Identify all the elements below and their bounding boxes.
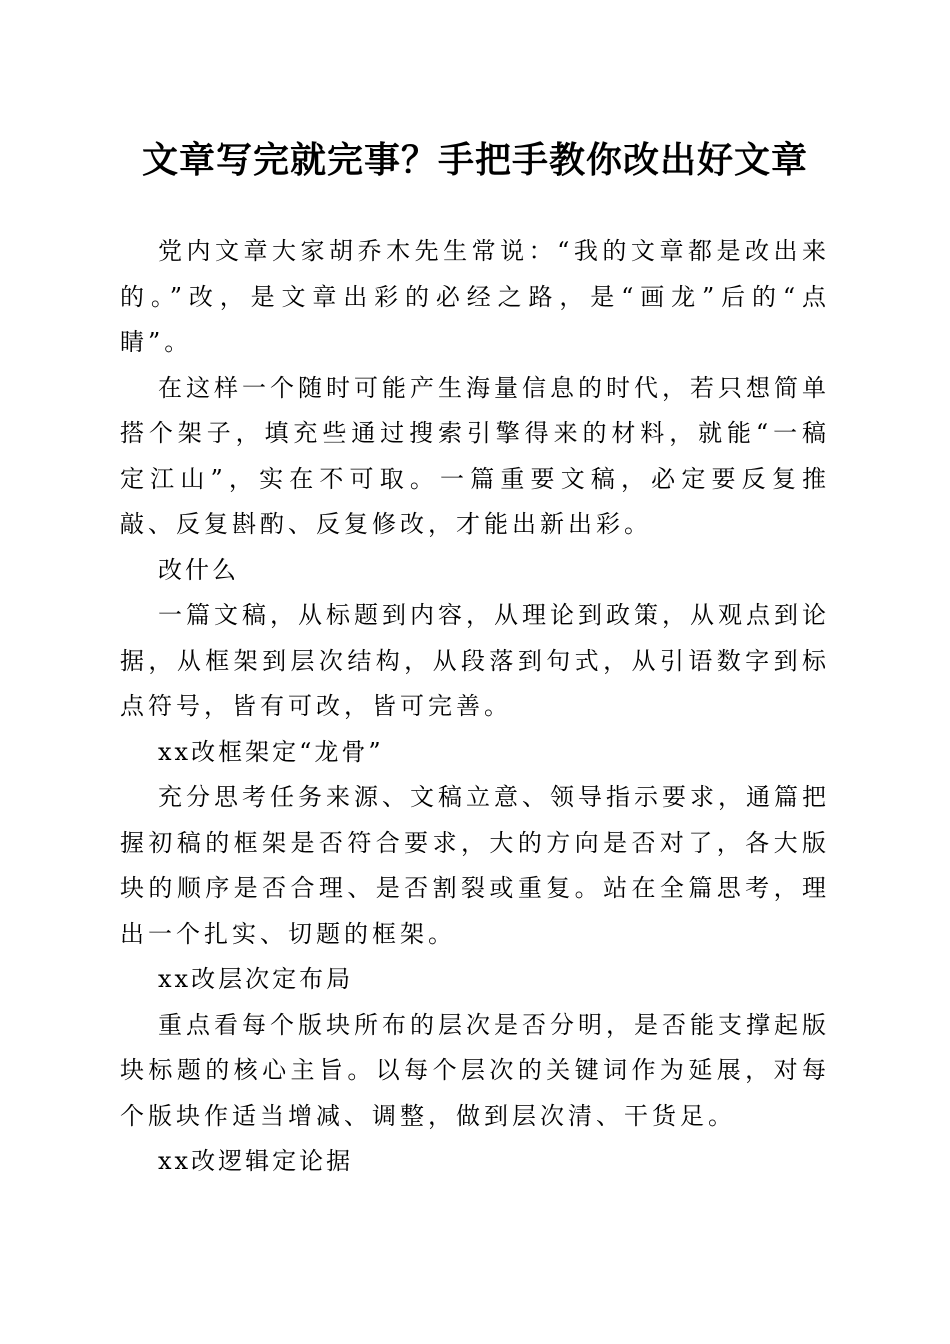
paragraph-layers: 重点看每个版块所布的层次是否分明，是否能支撑起版块标题的核心主旨。以每个层次的关键词作为延展，对每个版块作适当增减、调整，做到层次清、干货足。	[120, 1010, 830, 1130]
paragraph-what-to-revise: 一篇文稿，从标题到内容，从理论到政策，从观点到论据，从框架到层次结构，从段落到句式，从引语数字到标点符号，皆有可改，皆可完善。	[120, 601, 830, 720]
document-body	[120, 229, 830, 1185]
paragraph-intro-era: 在这样一个随时可能产生海量信息的时代，若只想简单搭个架子，填充些通过搜索引擎得来的材料，就能“一稿定江山”，实在不可取。一篇重要文稿，必定要反复推敲、反复斟酌、反复修改，才能出新出彩。	[120, 373, 830, 538]
subheading-framework: xx改框架定“龙骨”	[158, 737, 384, 766]
section-heading-what-to-revise: 改什么	[158, 555, 239, 584]
paragraph-intro-quote: 党内文章大家胡乔木先生常说：“我的文章都是改出来的。”改，是文章出彩的必经之路，是“画龙”后的“点睛”。	[120, 237, 830, 356]
subheading-logic: xx改逻辑定论据	[158, 1147, 354, 1175]
subheading-layers: xx改层次定布局	[158, 965, 354, 993]
document-title: 文章写完就完事？手把手教你改出好文章	[141, 139, 808, 181]
paragraph-framework: 充分思考任务来源、文稿立意、领导指示要求，通篇把握初稿的框架是否符合要求，大的方向是否对了，各大版块的顺序是否合理、是否割裂或重复。站在全篇思考，理出一个扎实、切题的框架。	[120, 783, 830, 948]
